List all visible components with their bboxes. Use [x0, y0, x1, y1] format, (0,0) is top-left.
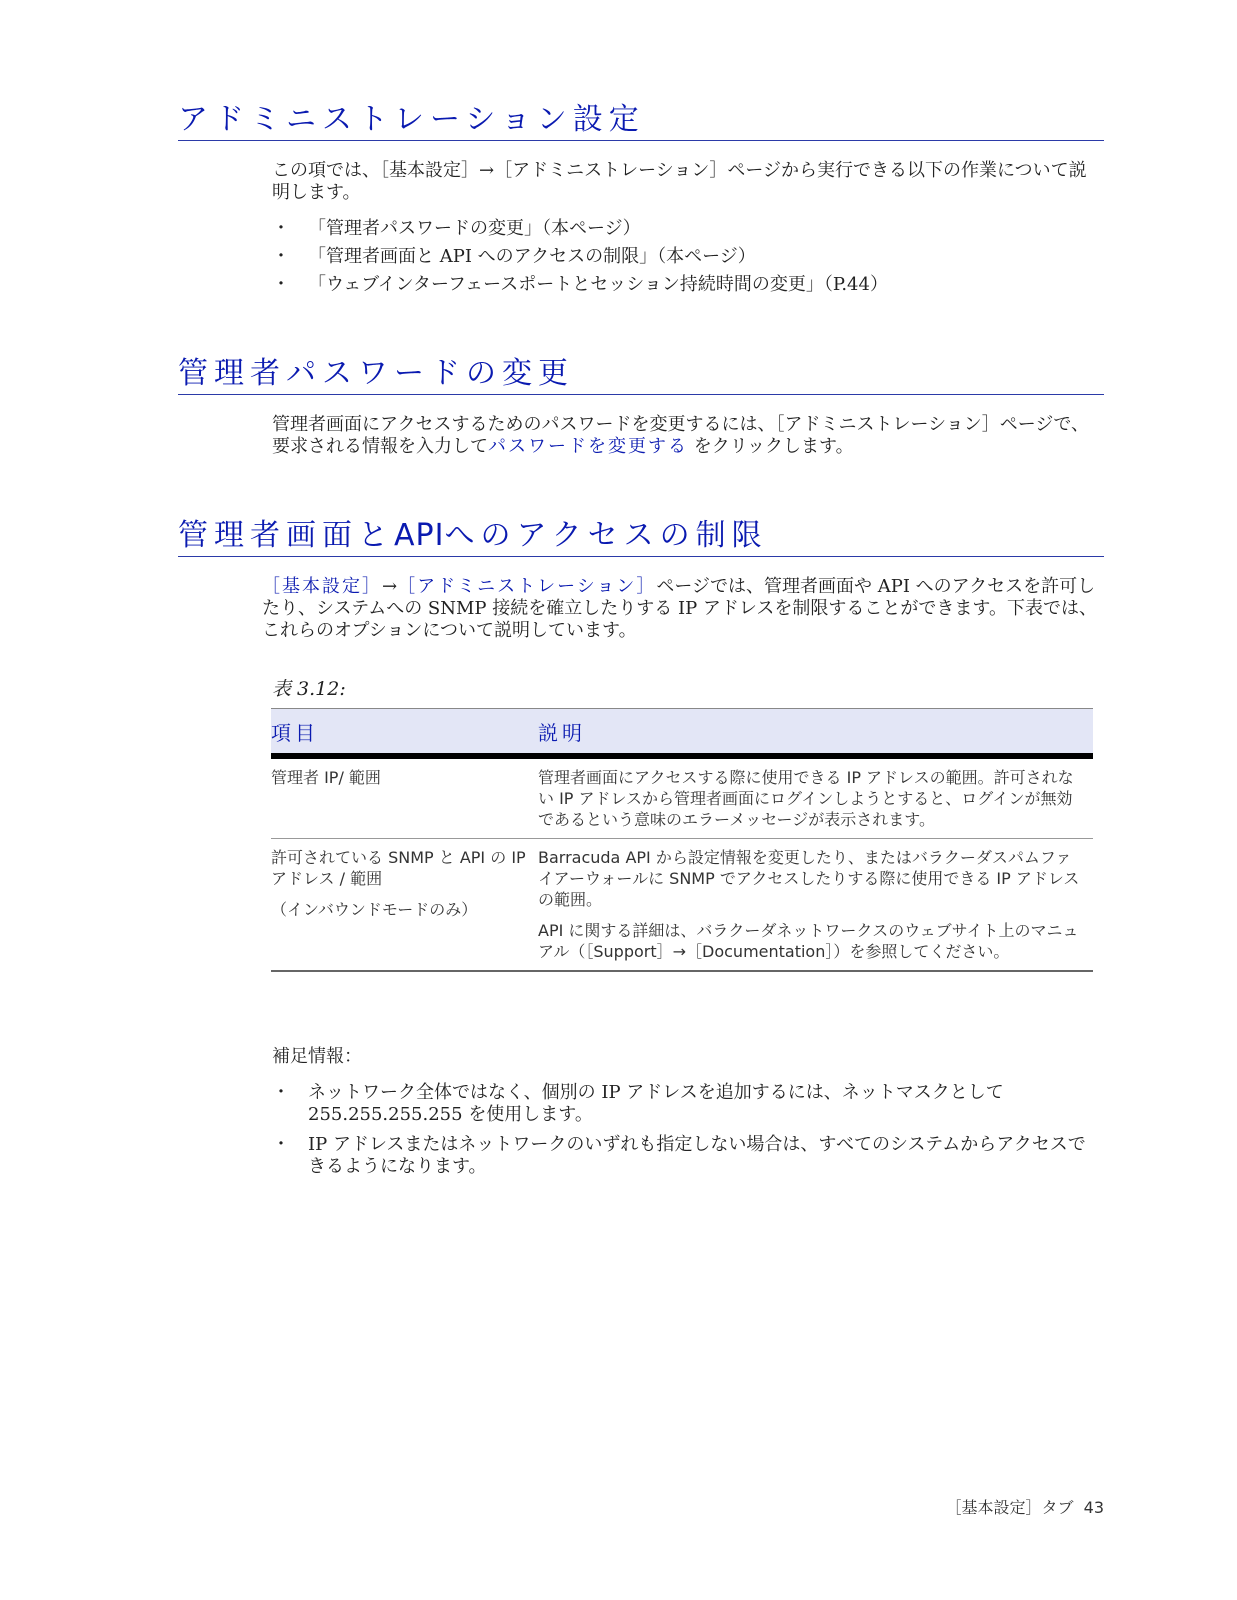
task-link-password[interactable]: 「管理者パスワードの変更」（本ページ）: [308, 218, 641, 239]
section-heading-administration: アドミニストレーション設定: [178, 102, 1104, 141]
list-item: ・ 「ウェブインターフェースポートとセッション持続時間の変更」（P.44）: [272, 274, 888, 295]
list-item: ・ 「管理者画面と API へのアクセスの制限」（本ページ）: [272, 246, 756, 267]
row-item: 許可されている SNMP と API の IP アドレス / 範囲 （インバウンドモードのみ）: [271, 839, 538, 972]
column-header-item: 項目: [271, 709, 538, 757]
list-item: ・ ネットワーク全体ではなく、個別の IP アドレスを追加するには、ネットマスクとして 255.255.255.255 を使用します。: [272, 1082, 1004, 1125]
options-table: [271, 708, 1093, 972]
task-link-restrict[interactable]: 「管理者画面と API へのアクセスの制限」（本ページ）: [308, 246, 756, 267]
menu-reference-admin: ［アドミニストレーション］: [397, 576, 657, 597]
page-footer: [945, 1495, 1104, 1518]
table-row: [271, 839, 1093, 972]
table-row: [271, 756, 1093, 839]
footer-label: ［基本設定］タブ: [945, 1498, 1074, 1517]
row-desc: 管理者画面にアクセスする際に使用できる IP アドレスの範囲。許可されない IP アドレスから管理者画面にログインしようとすると、ログインが無効であるという意味のエラーメッセージが表示されます。: [538, 756, 1093, 839]
notes-title: 補足情報：: [272, 1046, 362, 1067]
menu-reference-basic: ［基本設定］: [262, 576, 382, 597]
list-item: ・ 「管理者パスワードの変更」（本ページ）: [272, 218, 641, 239]
access-text: ［基本設定］→［アドミニストレーション］ページでは、管理者画面や API へのアクセスを許可したり、システムへの SNMP 接続を確立したりする IP アドレスを制限することができます。下表では、これらのオプションについて説明しています。: [262, 576, 1097, 641]
task-list: [272, 218, 1102, 296]
notes-list: [272, 1082, 1102, 1178]
row-item: 管理者 IP/ 範囲: [271, 756, 538, 839]
row-desc: Barracuda API から設定情報を変更したり、またはバラクーダスパムファイアーウォールに SNMP でアクセスしたりする際に使用できる IP アドレスの範囲。 API に関する詳細は、バラクーダネットワークスのウェブサイト上のマニュアル（［Support］→［Documentation］）を参照してください。: [538, 839, 1093, 972]
section-heading-access-restriction: 管理者画面とAPIへのアクセスの制限: [178, 518, 1104, 557]
button-reference: パスワードを変更する: [488, 436, 688, 457]
column-header-desc: 説明: [538, 709, 1093, 757]
page-number: 43: [1083, 1498, 1104, 1517]
password-text: 管理者画面にアクセスするためのパスワードを変更するには、［アドミニストレーション］ページで、要求される情報を入力してパスワードを変更する をクリックします。: [272, 414, 1090, 457]
section-heading-password: 管理者パスワードの変更: [178, 356, 1104, 395]
section-intro: この項では、［基本設定］→［アドミニストレーション］ページから実行できる以下の作業について説明します。: [272, 160, 1087, 203]
task-link-port[interactable]: 「ウェブインターフェースポートとセッション持続時間の変更」（P.44）: [308, 274, 888, 295]
list-item: ・ IP アドレスまたはネットワークのいずれも指定しない場合は、すべてのシステムからアクセスできるようになります。: [272, 1134, 1086, 1177]
table-caption: 表 3.12:: [272, 678, 346, 700]
